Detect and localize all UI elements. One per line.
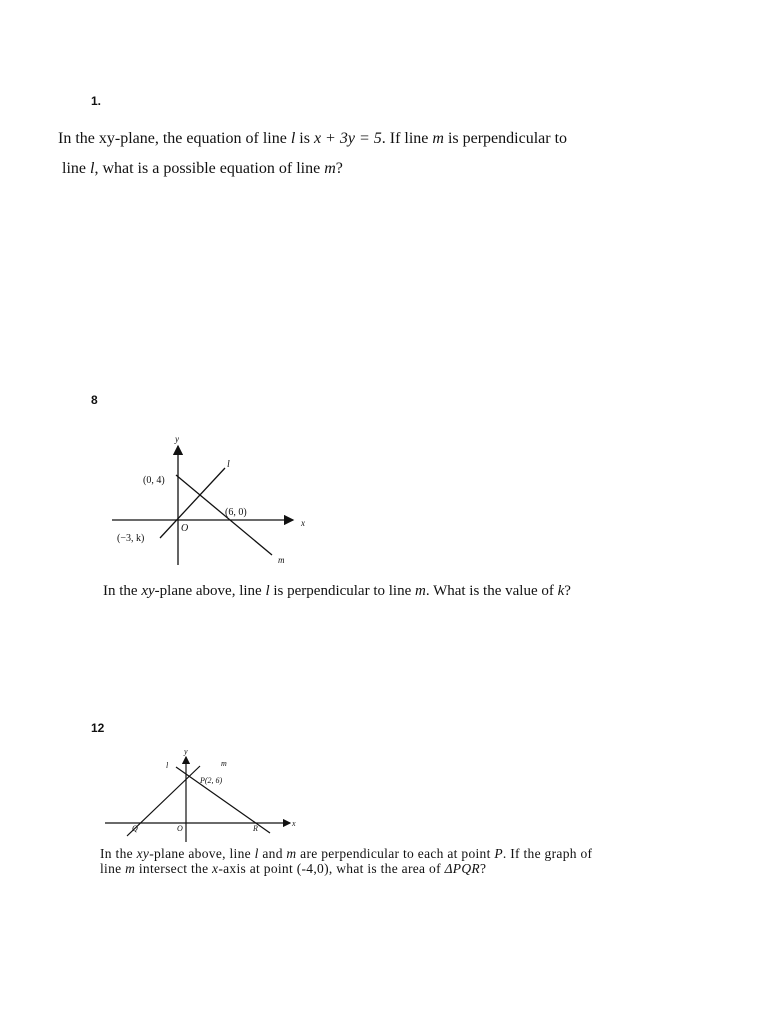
question-8-number: 8 (91, 393, 98, 407)
question-12-line-2: line m intersect the x-axis at point (-4,0), what is the area of ΔPQR? (100, 861, 487, 876)
question-1-number: 1. (91, 94, 102, 108)
q12-x-label: x (292, 819, 296, 828)
q8-point-neg3-k: (−3, k) (117, 533, 145, 544)
question-1-line-2: line l, what is a possible equation of line m? (62, 160, 343, 177)
q8-point-6-0: (6, 0) (225, 507, 247, 518)
q12-point-r: R (253, 824, 258, 833)
q12-point-q: Q (132, 824, 138, 833)
question-1-line-1: In the xy-plane, the equation of line l is x + 3y = 5. If line m is perpendicular to (58, 130, 568, 147)
question-12-number: 12 (91, 721, 105, 735)
q12-line-m-label: m (221, 759, 227, 768)
question-12-line-1: In the xy-plane above, line l and m are perpendicular to each at point P. If the graph of (100, 846, 593, 861)
q8-y-label: y (175, 434, 179, 444)
q8-point-0-4: (0, 4) (143, 475, 165, 486)
q8-line-m-label: m (278, 555, 285, 565)
q12-line-l-label: l (166, 761, 169, 770)
question-12-text (100, 846, 592, 876)
q8-origin-label: O (181, 523, 189, 534)
q8-x-label: x (301, 518, 305, 528)
q12-y-label: y (184, 747, 188, 756)
q8-line-l-label: l (227, 459, 230, 470)
q12-point-p: P(2, 6) (200, 776, 223, 785)
q12-origin-label: O (177, 824, 183, 833)
question-8-text: In the xy-plane above, line l is perpendicular to line m. What is the value of k? (103, 583, 571, 599)
